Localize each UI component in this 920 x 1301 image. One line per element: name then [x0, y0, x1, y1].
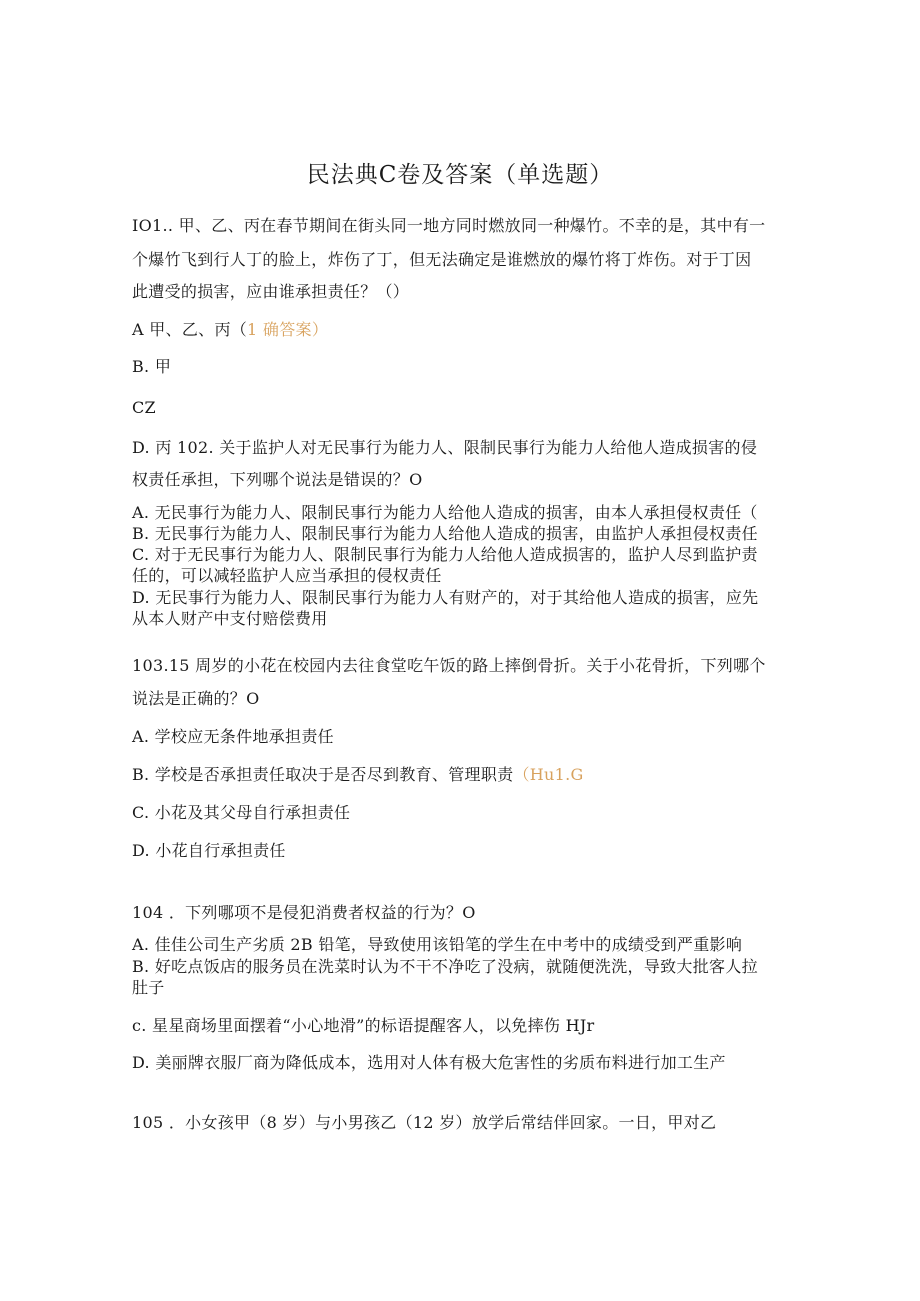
q103-answer-mark: （Hu1.G [513, 765, 584, 784]
q101-stem-line3: 此遭受的损害，应由谁承担责任？（） [132, 282, 410, 301]
q101-stem-line2: 个爆竹飞到行人丁的脸上，炸伤了丁，但无法确定是谁燃放的爆竹将丁炸伤。对于丁因 [132, 250, 752, 269]
q103-option-a: A. 学校应无条件地承担责任 [132, 727, 334, 746]
q103-stem-line2: 说法是正确的？O [132, 689, 260, 708]
q103-stem-line1: 103.15 周岁的小花在校园内去往食堂吃午饭的路上摔倒骨折。关于小花骨折，下列哪个 [132, 656, 766, 675]
q102-option-d-line2: 从本人财产中支付赔偿费用 [132, 609, 328, 628]
q103-option-c: C. 小花及其父母自行承担责任 [132, 803, 351, 822]
q102-option-b: B. 无民事行为能力人、限制民事行为能力人给他人造成的损害，由监护人承担侵权责任 [132, 524, 758, 543]
q101-option-a [132, 320, 328, 340]
q102-option-c-line1: C. 对于无民事行为能力人、限制民事行为能力人给他人造成损害的，监护人尽到监护责 [132, 545, 758, 564]
q101-option-b: B. 甲 [132, 357, 172, 376]
q103-option-b [132, 765, 584, 785]
q102-option-d-line1: D. 无民事行为能力人、限制民事行为能力人有财产的，对于其给他人造成的损害，应先 [132, 588, 759, 607]
q101-option-c: CZ [132, 398, 156, 417]
q104-option-b-line2: 肚子 [132, 978, 165, 997]
q104-option-c: c. 星星商场里面摆着“小心地滑”的标语提醒客人，以免摔伤 HJr [132, 1016, 595, 1035]
q105-stem-line1: 105 ．小女孩甲（8 岁）与小男孩乙（12 岁）放学后常结伴回家。一日，甲对乙 [132, 1113, 717, 1132]
q104-option-b-line1: B. 好吃点饭店的服务员在洗菜时认为不干不净吃了没病，就随便洗洗，导致大批客人拉 [132, 957, 758, 976]
q102-stem-line2: 权责任承担，下列哪个说法是错误的？O [132, 470, 423, 489]
q101-option-a-text: A 甲、乙、丙（ [132, 320, 248, 339]
q103-option-d: D. 小花自行承担责任 [132, 841, 286, 860]
q102-option-a: A. 无民事行为能力人、限制民事行为能力人给他人造成的损害，由本人承担侵权责任（ [132, 503, 758, 522]
q104-option-a: A. 佳佳公司生产劣质 2B 铅笔，导致使用该铅笔的学生在中考中的成绩受到严重影响 [132, 935, 743, 954]
q104-stem: 104 ．下列哪项不是侵犯消费者权益的行为？O [132, 903, 476, 922]
q103-option-b-text: B. 学校是否承担责任取决于是否尽到教育、管理职责 [132, 765, 514, 784]
q104-option-d: D. 美丽牌衣服厂商为降低成本，选用对人体有极大危害性的劣质布料进行加工生产 [132, 1053, 726, 1072]
q102-option-c-line2: 任的，可以减轻监护人应当承担的侵权责任 [132, 566, 442, 585]
q101-option-d-q102-stem-line1: D. 丙 102. 关于监护人对无民事行为能力人、限制民事行为能力人给他人造成损害的侵 [132, 438, 758, 457]
q101-answer-mark: 1 确答案） [247, 320, 329, 339]
page-title: 民法典C卷及答案（单选题） [306, 162, 614, 188]
q101-stem-line1: IO1.. 甲、乙、丙在春节期间在街头同一地方同时燃放同一种爆竹。不幸的是，其中有一 [132, 216, 766, 235]
